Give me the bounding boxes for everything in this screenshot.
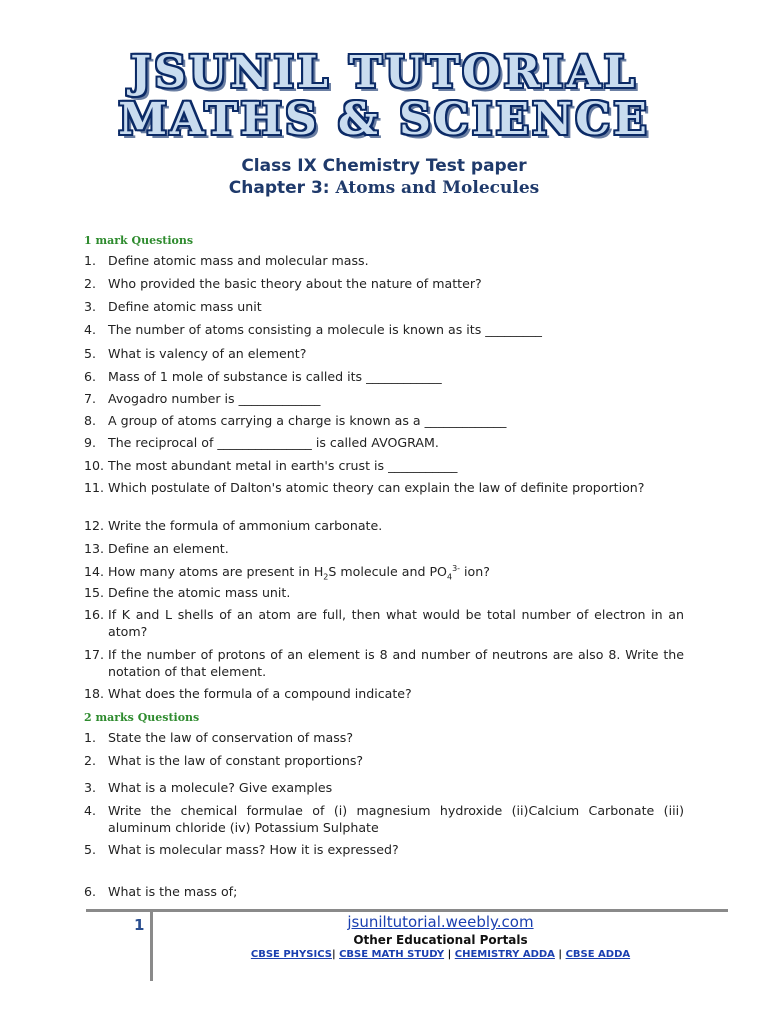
chapter-prefix: Chapter 3: — [228, 178, 330, 198]
site-link[interactable]: jsuniltutorial.weebly.com — [347, 913, 534, 931]
chapter-name: Atoms and Molecules — [335, 178, 540, 198]
question-text: The number of atoms consisting a molecule is known as its _________ — [108, 322, 542, 337]
question-item — [84, 275, 684, 292]
question-text — [108, 563, 684, 580]
brand-line-1: JSUNIL TUTORIAL — [130, 47, 638, 98]
question-text: State the law of conservation of mass? — [108, 730, 354, 745]
question-text: Write the formula of ammonium carbonate. — [108, 518, 383, 533]
question-item — [84, 841, 684, 858]
question-text-part: S molecule and PO — [328, 564, 447, 579]
question-item — [84, 563, 684, 580]
question-item — [84, 729, 684, 746]
question-number: 3. — [84, 299, 97, 314]
question-text: Define an element. — [108, 541, 229, 556]
link-cbse-adda[interactable]: CBSE ADDA — [565, 949, 631, 960]
question-text-part: How many atoms are present in H — [108, 564, 324, 579]
question-item — [84, 479, 684, 496]
question-text: If the number of protons of an element is 8 and number of neutrons are also 8. Write the notation of that element. — [108, 647, 684, 679]
question-text: A group of atoms carrying a charge is known as a _____________ — [108, 413, 507, 428]
question-item — [84, 321, 684, 338]
question-item — [84, 390, 684, 407]
link-chemistry-adda[interactable]: CHEMISTRY ADDA — [454, 949, 555, 960]
section-label-1-mark: 1 mark Questions — [84, 234, 194, 247]
question-number: 5. — [84, 346, 97, 361]
question-number: 15. — [84, 585, 105, 600]
question-item — [84, 368, 684, 385]
question-item — [84, 802, 684, 836]
question-item — [84, 685, 684, 702]
question-item — [84, 434, 684, 451]
question-item — [84, 252, 684, 269]
question-number: 9. — [84, 435, 97, 450]
question-text: Avogadro number is _____________ — [108, 391, 321, 406]
page-number: 1 — [134, 916, 145, 934]
question-text: Mass of 1 mole of substance is called its ____________ — [108, 369, 442, 384]
question-item — [84, 752, 684, 769]
question-item — [84, 345, 684, 362]
question-item — [84, 883, 684, 900]
subscript: 2 — [323, 572, 329, 582]
question-text-part: ion? — [460, 564, 490, 579]
portals-heading: Other Educational Portals — [353, 933, 528, 947]
chapter-title — [0, 178, 768, 198]
question-text: If K and L shells of an atom are full, then what would be total number of electron in an atom? — [108, 607, 684, 639]
question-item — [84, 457, 684, 474]
question-number: 1. — [84, 253, 97, 268]
link-cbse-physics[interactable]: CBSE PHYSICS — [250, 949, 332, 960]
question-number: 4. — [84, 322, 97, 337]
question-text: The most abundant metal in earth's crust is ___________ — [108, 458, 458, 473]
question-item — [84, 584, 684, 601]
question-item — [84, 540, 684, 557]
portal-links: CBSE PHYSICS| CBSE MATH STUDY | CHEMISTRY ADDA | CBSE ADDA — [250, 949, 631, 960]
question-number: 5. — [84, 842, 97, 857]
question-number: 10. — [84, 458, 105, 473]
question-text: What is valency of an element? — [108, 346, 307, 361]
question-number: 2. — [84, 753, 97, 768]
question-text: Who provided the basic theory about the nature of matter? — [108, 276, 482, 291]
question-number: 18. — [84, 686, 105, 701]
question-text: Define atomic mass and molecular mass. — [108, 253, 369, 268]
question-text: What is molecular mass? How it is expressed? — [108, 842, 399, 857]
question-text: What is a molecule? Give examples — [108, 780, 333, 795]
section-label-2-marks: 2 marks Questions — [84, 711, 200, 724]
question-item — [84, 412, 684, 429]
question-number: 14. — [84, 564, 105, 579]
link-cbse-math-study[interactable]: CBSE MATH STUDY — [339, 949, 445, 960]
question-number: 3. — [84, 780, 97, 795]
question-number: 8. — [84, 413, 97, 428]
question-number: 12. — [84, 518, 105, 533]
question-number: 2. — [84, 276, 97, 291]
question-number: 6. — [84, 884, 97, 899]
question-item — [84, 606, 684, 640]
question-text: The reciprocal of _______________ is called AVOGRAM. — [108, 435, 439, 450]
subscript: 4 — [446, 572, 453, 582]
question-number: 17. — [84, 647, 105, 662]
question-text: What is the mass of; — [108, 884, 238, 899]
question-number: 4. — [84, 803, 97, 818]
question-item — [84, 517, 684, 534]
question-number: 13. — [84, 541, 105, 556]
page-title: Class IX Chemistry Test paper — [241, 156, 527, 176]
footer-divider — [86, 909, 728, 912]
superscript: 3- — [452, 563, 461, 573]
question-item — [84, 298, 684, 315]
question-text: Define atomic mass unit — [108, 299, 262, 314]
question-number: 1. — [84, 730, 97, 745]
question-item — [84, 779, 684, 796]
question-number: 6. — [84, 369, 97, 384]
question-text: Define the atomic mass unit. — [108, 585, 291, 600]
question-text: Which postulate of Dalton's atomic theory can explain the law of definite proportion? — [108, 480, 645, 495]
question-item — [84, 646, 684, 680]
question-number: 7. — [84, 391, 97, 406]
question-text: What is the law of constant proportions? — [108, 753, 364, 768]
question-number: 16. — [84, 607, 105, 622]
question-text: Write the chemical formulae of (i) magnesium hydroxide (ii)Calcium Carbonate (iii) aluminum chloride (iv) Potassium Sulphate — [108, 803, 684, 835]
question-number: 11. — [84, 480, 105, 495]
brand-line-2: MATHS & SCIENCE — [118, 94, 650, 145]
question-text: What does the formula of a compound indicate? — [108, 686, 412, 701]
